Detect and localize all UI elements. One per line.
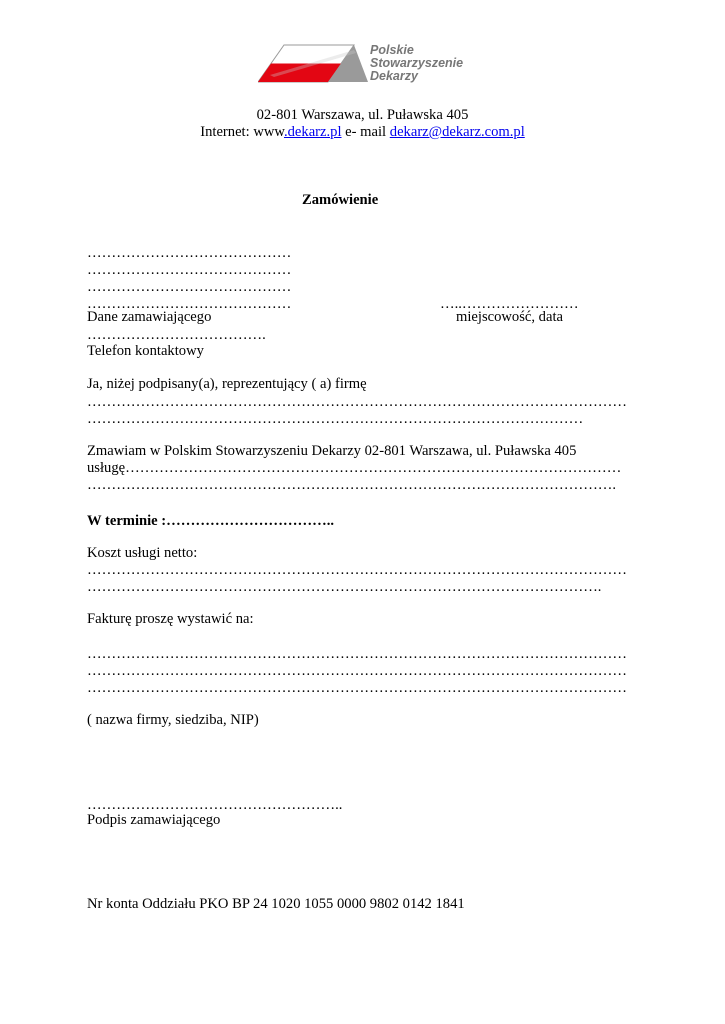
header-contact <box>0 124 725 141</box>
bank-account: Nr konta Oddziału PKO BP 24 1020 1055 0000 9802 0142 1841 <box>87 896 465 912</box>
signature-dots: …………………………………………….. <box>87 797 343 813</box>
orderer-dots-3: …………………………………… <box>87 279 292 295</box>
header-address: 02-801 Warszawa, ul. Puławska 405 <box>256 107 469 123</box>
page-title: Zamówienie <box>302 192 379 208</box>
signature-label: Podpis zamawiającego <box>87 812 221 828</box>
phone-label: Telefon kontaktowy <box>87 343 204 359</box>
orderer-dots-4: …………………………………… <box>87 296 292 312</box>
email-prefix: e- mail <box>341 124 390 140</box>
cost-label: Koszt usługi netto: <box>87 545 198 561</box>
association-logo <box>258 42 473 88</box>
cost-dots-1: ………………………………………………………………………………………………… <box>87 562 627 578</box>
invoice-dots-2: ………………………………………………………………………………………………… <box>87 663 627 679</box>
orderer-dots-1: …………………………………… <box>87 245 292 261</box>
logo-text-line1: Polskie <box>370 43 414 57</box>
orderer-dots-2: …………………………………… <box>87 262 292 278</box>
cost-dots-2: ……………………………………………………………………………………………. <box>87 579 602 595</box>
invoice-dots-3: ………………………………………………………………………………………………… <box>87 680 627 696</box>
declaration-dots-2: ………………………………………………………………………………………… <box>87 411 584 427</box>
declaration-dots-1: ………………………………………………………………………………………………… <box>87 394 627 410</box>
internet-prefix: Internet: www <box>200 124 284 140</box>
logo-text-line3: Dekarzy <box>370 69 418 83</box>
invoice-dots-1: ………………………………………………………………………………………………… <box>87 646 627 662</box>
invoice-hint: ( nazwa firmy, siedziba, NIP) <box>87 712 259 728</box>
phone-dots: ………………………………. <box>87 327 266 343</box>
invoice-label: Fakturę proszę wystawić na: <box>87 611 254 627</box>
email-link[interactable]: dekarz@dekarz.com.pl <box>389 124 525 140</box>
deadline-text: W terminie :…………………………….. <box>87 513 334 529</box>
logo-text-line2: Stowarzyszenie <box>370 56 464 70</box>
order-text: Zmawiam w Polskim Stowarzyszeniu Dekarzy 02-801 Warszawa, ul. Puławska 405 <box>87 443 577 459</box>
order-service-line: usługę………………………………………………………………………………………… <box>87 460 622 476</box>
place-date-label: miejscowość, data <box>456 309 563 325</box>
order-dots: ………………………………………………………………………………………………. <box>87 477 617 493</box>
website-link[interactable]: .dekarz.pl <box>283 124 342 140</box>
place-date-dots: …..…………………… <box>440 296 579 312</box>
orderer-label: Dane zamawiającego <box>87 309 212 325</box>
declaration-text: Ja, niżej podpisany(a), reprezentujący ( a) firmę <box>87 376 367 392</box>
